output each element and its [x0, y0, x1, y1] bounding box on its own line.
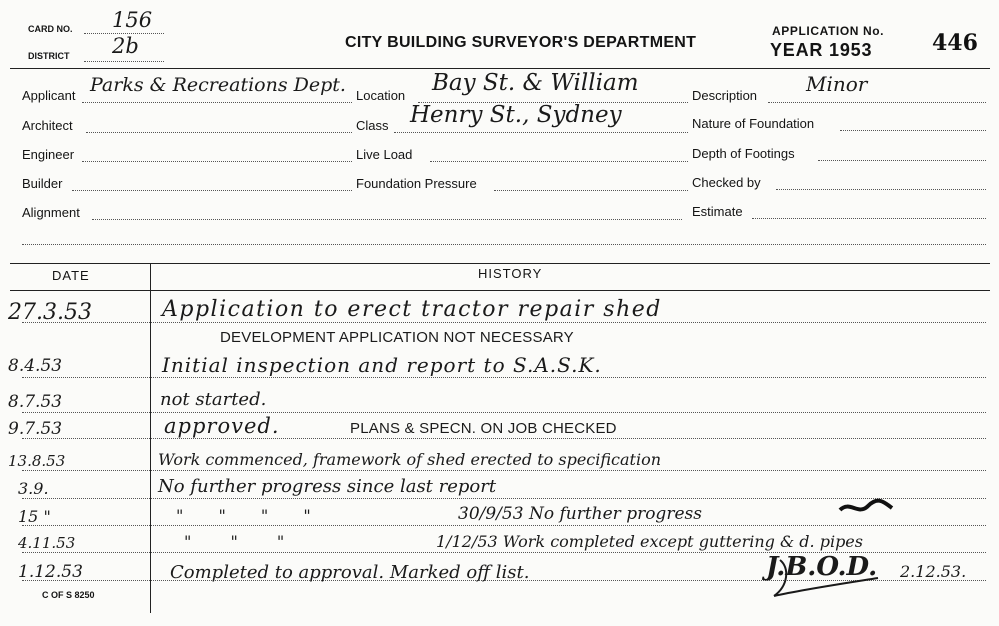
- architect-label: Architect: [22, 118, 73, 133]
- form-number: C OF S 8250: [42, 590, 95, 600]
- history-entry: approved.: [164, 414, 280, 438]
- history-entry: Completed to approval. Marked off list.: [170, 562, 530, 583]
- live-load-label: Live Load: [356, 147, 413, 162]
- history-date: 8.7.53: [8, 392, 63, 412]
- card-number: 156: [112, 8, 153, 32]
- depth-of-footings-label: Depth of Footings: [692, 146, 795, 161]
- history-column-header: HISTORY: [478, 266, 543, 281]
- history-date: 4.11.53: [18, 534, 76, 552]
- department-title: CITY BUILDING SURVEYOR'S DEPARTMENT: [345, 34, 697, 51]
- engineer-label: Engineer: [22, 147, 75, 162]
- applicant-value: Parks & Recreations Dept.: [90, 74, 346, 96]
- history-entry: Initial inspection and report to S.A.S.K.: [162, 353, 602, 377]
- description-label: Description: [692, 88, 758, 103]
- class-label: Class: [356, 118, 389, 133]
- estimate-label: Estimate: [692, 204, 743, 219]
- history-date: 27.3.53: [8, 300, 92, 325]
- history-entry: not started.: [160, 389, 267, 410]
- district-value: 2b: [112, 34, 139, 58]
- history-entry: 1/12/53 Work completed except guttering & d. pipes: [436, 532, 863, 551]
- foundation-pressure-label: Foundation Pressure: [356, 176, 477, 191]
- history-entry: No further progress since last report: [158, 476, 497, 497]
- history-date: 8.4.53: [8, 356, 63, 376]
- history-date: 3.9.: [18, 479, 49, 498]
- history-date: 1.12.53: [18, 562, 83, 582]
- history-entry: " " ": [184, 532, 285, 551]
- location-label: Location: [356, 88, 406, 103]
- history-date: 15 ": [18, 507, 51, 526]
- history-date: 13.8.53: [8, 452, 66, 470]
- history-entry: " " " ": [176, 506, 311, 525]
- date-column-header: DATE: [52, 268, 90, 283]
- signature-date: 2.12.53.: [900, 562, 967, 581]
- builder-label: Builder: [22, 176, 63, 191]
- inspector-signature: J.B.O.D.: [766, 552, 878, 582]
- application-number: 446: [932, 30, 978, 56]
- history-entry: Work commenced, framework of shed erected to specification: [158, 450, 662, 469]
- applicant-label: Applicant: [22, 88, 76, 103]
- history-date: 9.7.53: [8, 419, 63, 439]
- signature-flourish: [760, 556, 890, 606]
- alignment-label: Alignment: [22, 205, 80, 220]
- history-stamp: DEVELOPMENT APPLICATION NOT NECESSARY: [220, 329, 574, 346]
- year-label: YEAR 1953: [770, 40, 873, 60]
- application-label: APPLICATION No.: [772, 24, 885, 38]
- nature-of-foundation-label: Nature of Foundation: [692, 116, 815, 131]
- history-entry: 30/9/53 No further progress: [458, 504, 702, 524]
- strikethrough-scribble: [836, 496, 896, 520]
- class-value: Henry St., Sydney: [410, 102, 622, 128]
- checked-by-label: Checked by: [692, 175, 761, 190]
- card-label: CARD NO.: [28, 24, 73, 34]
- district-label: DISTRICT: [28, 51, 70, 61]
- history-entry: Application to erect tractor repair shed: [162, 297, 662, 322]
- history-stamp: PLANS & SPECN. ON JOB CHECKED: [350, 420, 617, 437]
- description-value: Minor: [806, 72, 868, 96]
- location-value: Bay St. & William: [432, 70, 639, 96]
